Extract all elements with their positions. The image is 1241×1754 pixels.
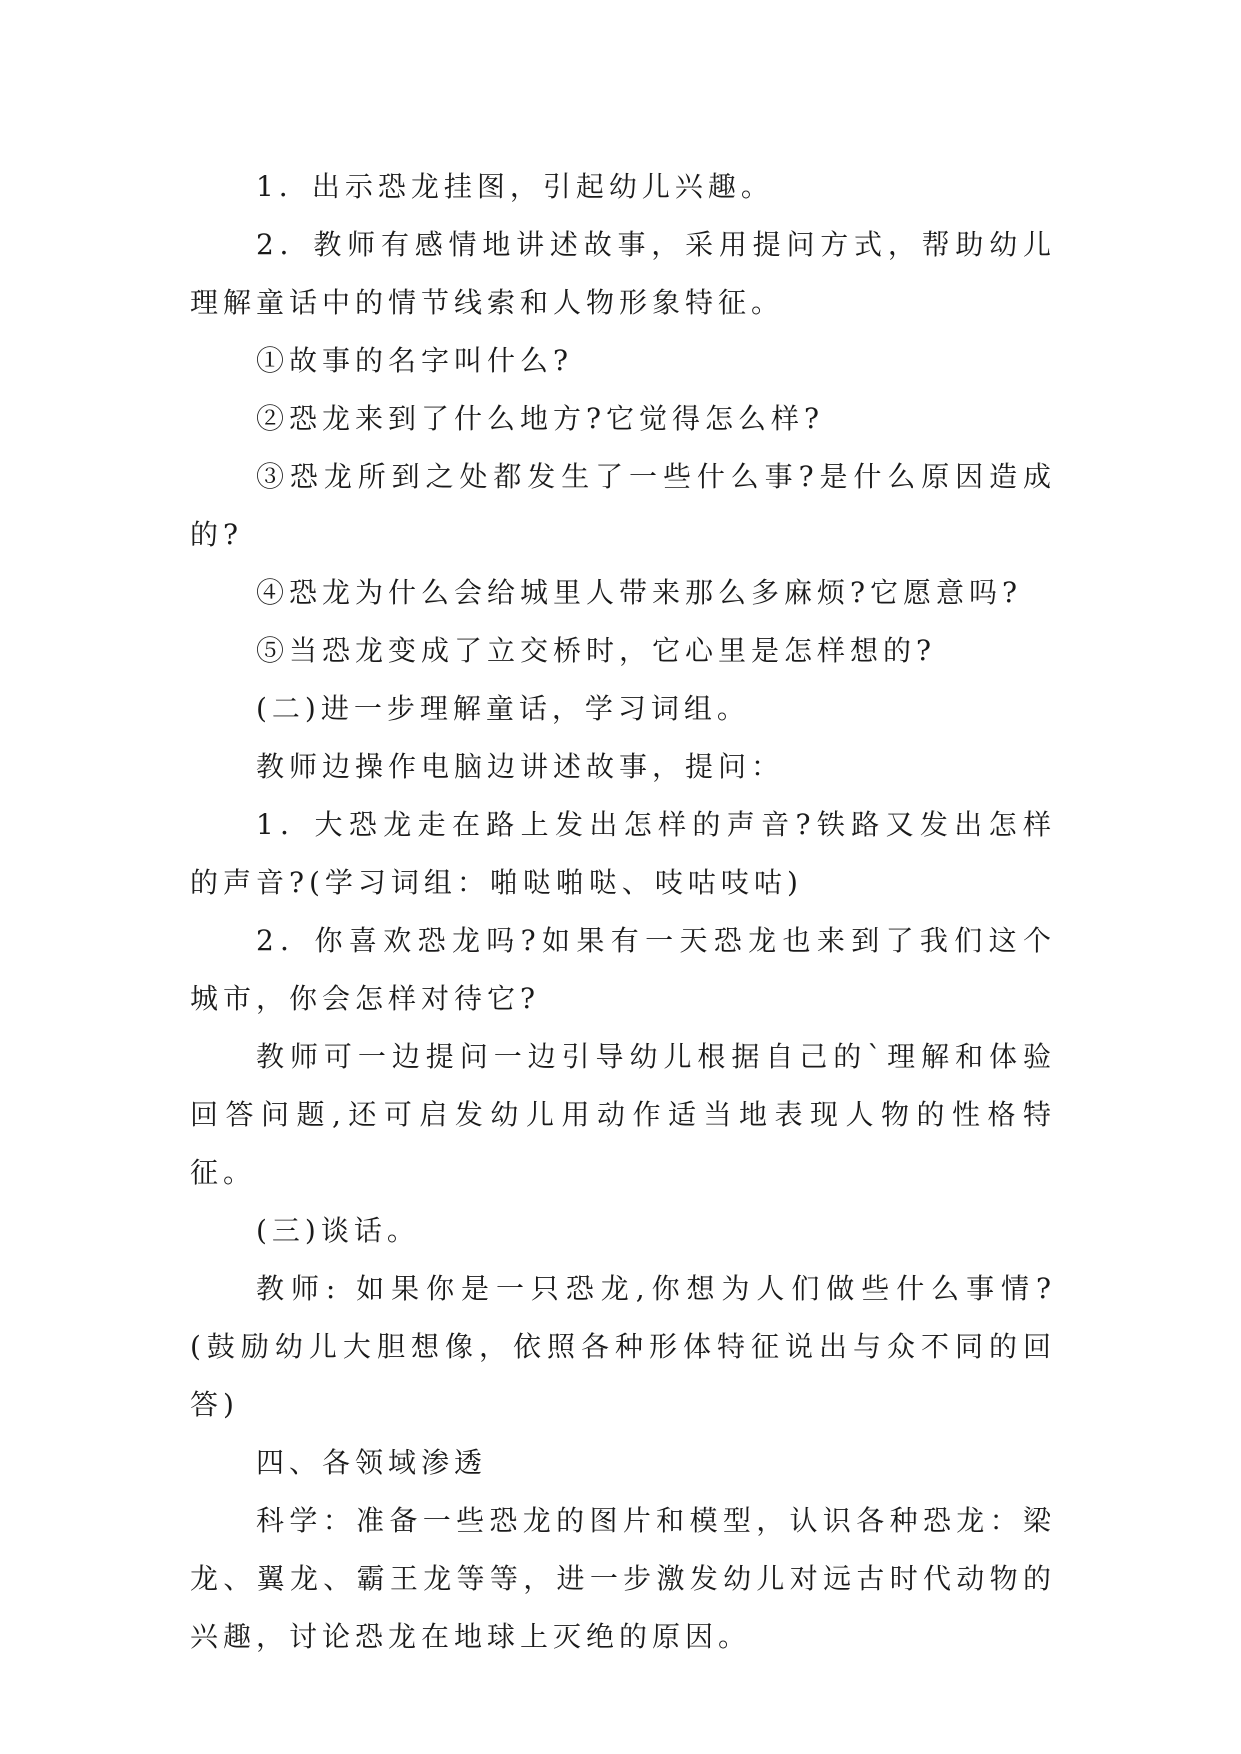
paragraph-teacher-tells-story: 2．教师有感情地讲述故事，采用提问方式，帮助幼儿理解童话中的情节线索和人物形象特征。	[190, 228, 1056, 319]
paragraph-guide-children: 教师可一边提问一边引导幼儿根据自己的`理解和体验回答问题,还可启发幼儿用动作适当地表现人物的性格特征。	[190, 1040, 1056, 1189]
section-heading-four: 四、各领域渗透	[256, 1446, 488, 1479]
document-body	[190, 158, 1056, 1666]
paragraph-question-2: ②恐龙来到了什么地方?它觉得怎么样?	[256, 402, 825, 435]
paragraph-like-dinosaur-question: 2．你喜欢恐龙吗?如果有一天恐龙也来到了我们这个城市，你会怎样对待它?	[190, 924, 1056, 1015]
paragraph-teacher-conversation: 教师: 如果你是一只恐龙,你想为人们做些什么事情?(鼓励幼儿大胆想像，依照各种形体特征说出与众不同的回答)	[190, 1272, 1056, 1421]
section-heading-two: (二)进一步理解童话，学习词组。	[256, 692, 750, 725]
paragraph-question-3: ③恐龙所到之处都发生了一些什么事?是什么原因造成的?	[190, 460, 1056, 551]
section-heading-three: (三)谈话。	[256, 1214, 420, 1247]
paragraph-sound-question: 1．大恐龙走在路上发出怎样的声音?铁路又发出怎样的声音?(学习词组：啪哒啪哒、吱咕吱咕)	[190, 808, 1056, 899]
paragraph-science: 科学：准备一些恐龙的图片和模型，认识各种恐龙：梁龙、翼龙、霸王龙等等，进一步激发幼儿对远古时代动物的兴趣，讨论恐龙在地球上灭绝的原因。	[190, 1504, 1056, 1653]
paragraph-question-5: ⑤当恐龙变成了立交桥时，它心里是怎样想的?	[256, 634, 937, 667]
paragraph-teacher-computer: 教师边操作电脑边讲述故事，提问：	[256, 750, 785, 783]
paragraph-question-4: ④恐龙为什么会给城里人带来那么多麻烦?它愿意吗?	[256, 576, 1023, 609]
paragraph-question-1: ①故事的名字叫什么?	[256, 344, 574, 377]
paragraph-show-dinosaur-poster: 1．出示恐龙挂图，引起幼儿兴趣。	[256, 170, 774, 203]
